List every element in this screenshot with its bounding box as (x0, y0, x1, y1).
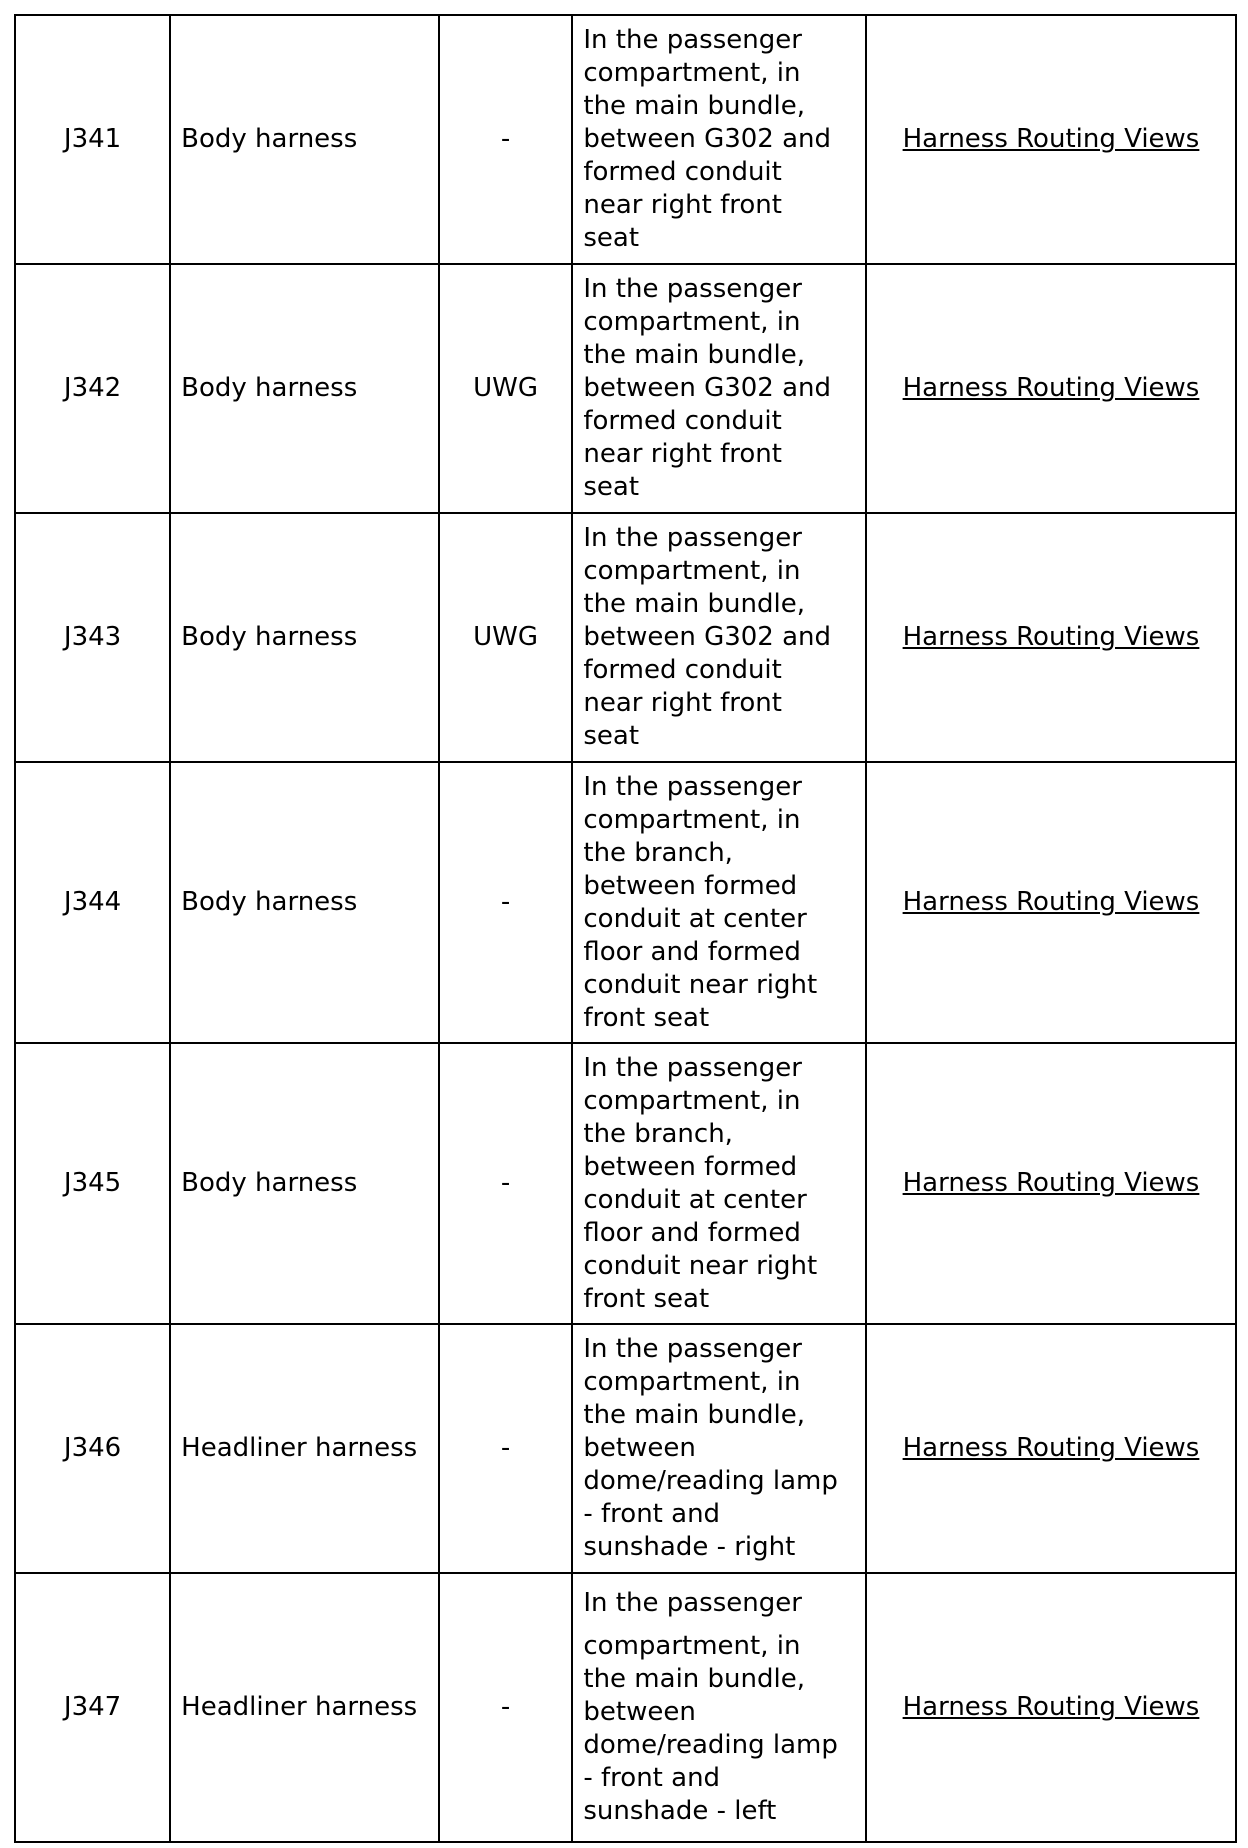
option-code: UWG (439, 264, 573, 513)
location-description: In the passenger compartment, in the main bundle, between dome/reading lamp - front and sunshade - right (572, 1324, 866, 1573)
option-code: UWG (439, 513, 573, 762)
location-description (572, 1573, 866, 1842)
harness-routing-views-link[interactable]: Harness Routing Views (902, 124, 1200, 154)
harness-routing-views-link[interactable]: Harness Routing Views (902, 887, 1200, 917)
option-code: - (439, 1573, 573, 1842)
harness-name: Body harness (170, 513, 439, 762)
option-code: - (439, 15, 573, 264)
location-first-line: In the passenger (583, 1588, 802, 1618)
view-cell (866, 762, 1236, 1043)
table-row (15, 1324, 1236, 1573)
harness-routing-views-link[interactable]: Harness Routing Views (902, 1433, 1200, 1463)
line-gap (583, 1620, 855, 1630)
view-cell (866, 264, 1236, 513)
harness-name: Body harness (170, 264, 439, 513)
view-cell (866, 15, 1236, 264)
option-code: - (439, 762, 573, 1043)
option-code: - (439, 1324, 573, 1573)
table-row (15, 762, 1236, 1043)
location-description: In the passenger compartment, in the main bundle, between G302 and formed conduit near right front seat (572, 513, 866, 762)
component-id: J342 (15, 264, 170, 513)
harness-name: Headliner harness (170, 1573, 439, 1842)
harness-routing-views-link[interactable]: Harness Routing Views (902, 1692, 1200, 1722)
table-body (15, 15, 1236, 1842)
harness-name: Body harness (170, 1043, 439, 1324)
component-id: J344 (15, 762, 170, 1043)
view-cell (866, 1324, 1236, 1573)
component-id: J347 (15, 1573, 170, 1842)
location-description: In the passenger compartment, in the branch, between formed conduit at center floor and formed conduit near right front seat (572, 1043, 866, 1324)
component-id: J343 (15, 513, 170, 762)
table-row (15, 264, 1236, 513)
location-description: In the passenger compartment, in the main bundle, between G302 and formed conduit near right front seat (572, 15, 866, 264)
location-description: In the passenger compartment, in the branch, between formed conduit at center floor and formed conduit near right front seat (572, 762, 866, 1043)
table-row (15, 513, 1236, 762)
table-row (15, 15, 1236, 264)
component-id: J341 (15, 15, 170, 264)
option-code: - (439, 1043, 573, 1324)
table-row (15, 1573, 1236, 1842)
harness-name: Body harness (170, 15, 439, 264)
component-id: J345 (15, 1043, 170, 1324)
location-description: In the passenger compartment, in the main bundle, between G302 and formed conduit near right front seat (572, 264, 866, 513)
location-remaining-lines: compartment, in the main bundle, between dome/reading lamp - front and sunshade - left (583, 1631, 838, 1826)
view-cell (866, 1573, 1236, 1842)
harness-name: Headliner harness (170, 1324, 439, 1573)
harness-routing-views-link[interactable]: Harness Routing Views (902, 622, 1200, 652)
harness-routing-views-link[interactable]: Harness Routing Views (902, 373, 1200, 403)
harness-routing-views-link[interactable]: Harness Routing Views (902, 1168, 1200, 1198)
harness-name: Body harness (170, 762, 439, 1043)
table-row (15, 1043, 1236, 1324)
view-cell (866, 513, 1236, 762)
component-id: J346 (15, 1324, 170, 1573)
view-cell (866, 1043, 1236, 1324)
harness-table (14, 14, 1237, 1843)
